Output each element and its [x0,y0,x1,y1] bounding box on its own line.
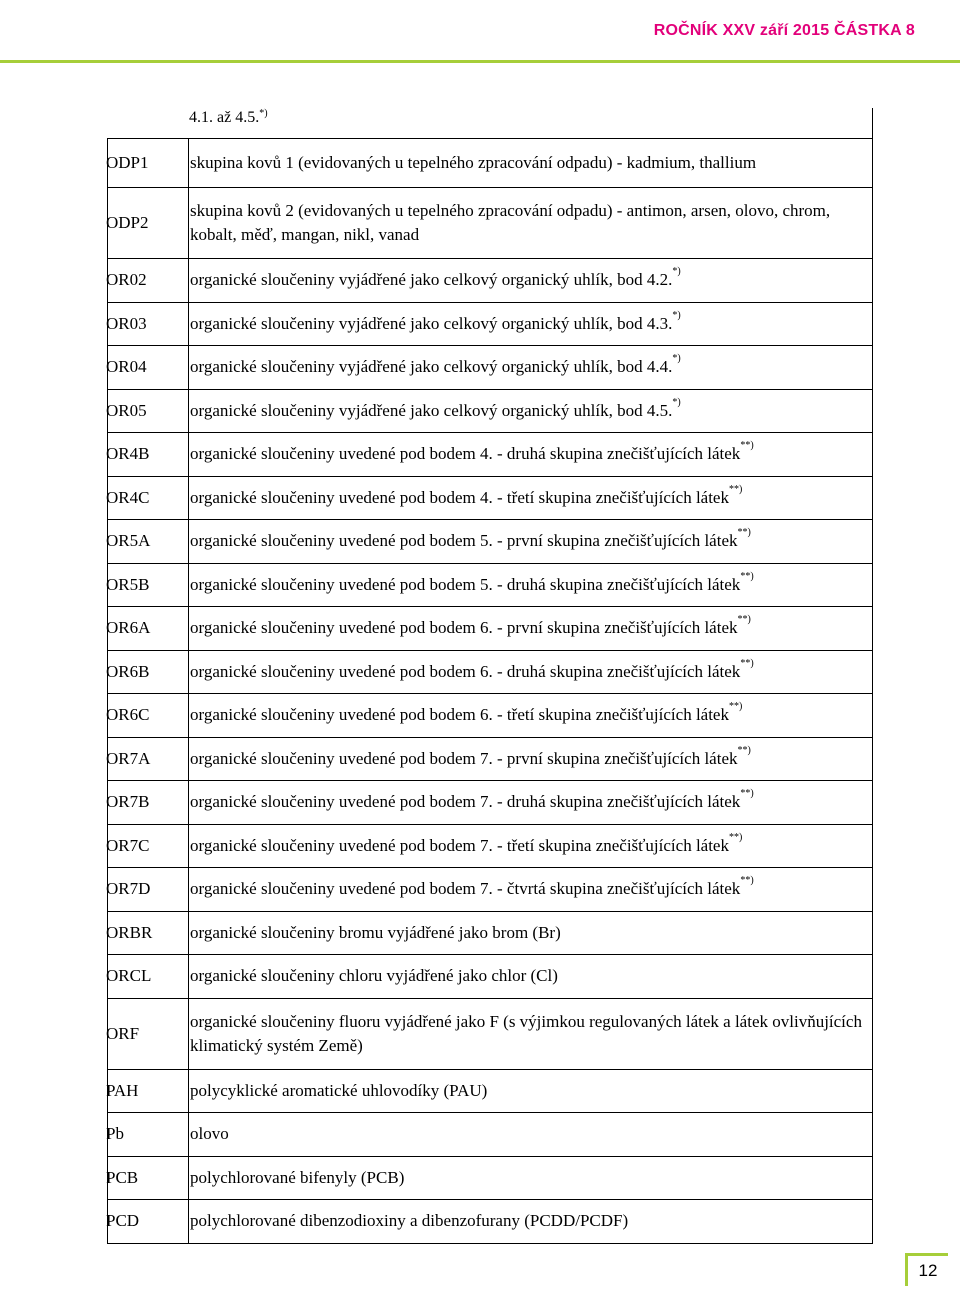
footnote-marker: **) [737,744,751,756]
code-label: OR5A [106,531,151,551]
table-row [108,520,873,564]
table-body [108,139,873,1244]
description-text: organické sloučeniny uvedené pod bodem 6. - třetí skupina znečišťujících látek [190,705,729,725]
code-cell [108,955,189,999]
description-text: organické sloučeniny uvedené pod bodem 5. - první skupina znečišťujících látek [190,531,738,551]
description-text: organické sloučeniny vyjádřené jako celkový organický uhlík, bod 4.3. [190,313,673,333]
journal-header: ROČNÍK XXV září 2015 ČÁSTKA 8 [653,22,915,39]
description-cell [189,563,873,607]
code-label: PAH [106,1080,139,1100]
footnote-marker: **) [740,440,754,452]
table-row [108,781,873,825]
description-cell [189,520,873,564]
description-text: organické sloučeniny uvedené pod bodem 4. - druhá skupina znečišťujících látek [190,444,741,464]
table-row [108,824,873,868]
code-label: OR6B [106,661,150,681]
table-border [872,108,873,138]
code-label: ORF [106,1023,140,1043]
header-rule [0,60,960,63]
code-cell [108,520,189,564]
description-text: organické sloučeniny uvedené pod bodem 4. - třetí skupina znečišťujících látek [190,487,729,507]
description-cell [189,998,873,1069]
code-label: OR6C [106,705,150,725]
pollutant-code-table [107,138,873,1244]
code-label: Pb [106,1124,124,1144]
code-label: OR7B [106,792,150,812]
code-label: OR03 [106,313,147,333]
code-cell [108,1113,189,1157]
description-cell [189,650,873,694]
code-label: OR5B [106,574,150,594]
table-row [108,139,873,188]
table-row [108,650,873,694]
footnote-marker: **) [737,527,751,539]
description-text: skupina kovů 1 (evidovaných u tepelného zpracování odpadu) - kadmium, thallium [190,153,757,172]
code-cell [108,1200,189,1244]
table-row [108,737,873,781]
code-label: OR02 [106,270,147,290]
description-text: organické sloučeniny bromu vyjádřené jako brom (Br) [190,922,561,942]
code-cell [108,998,189,1069]
description-cell [189,433,873,477]
description-cell [189,868,873,912]
description-cell [189,302,873,346]
code-cell [108,476,189,520]
description-cell [189,1069,873,1113]
footnote-marker: **) [737,614,751,626]
code-label: ODP1 [106,153,149,172]
code-cell [108,911,189,955]
code-label: OR4C [106,487,150,507]
description-text: organické sloučeniny fluoru vyjádřené jako F (s výjimkou regulovaných látek a látek ovlivňujících klimatický systém Země) [190,1011,862,1055]
table-row [108,476,873,520]
description-cell [189,1156,873,1200]
footnote-marker: **) [740,875,754,887]
footnote-marker: **) [740,657,754,669]
description-cell [189,911,873,955]
code-cell [108,607,189,651]
description-cell [189,1113,873,1157]
page-number: 12 [905,1253,948,1286]
code-label: ODP2 [106,213,149,232]
footnote-marker: *) [672,309,681,321]
code-cell [108,1069,189,1113]
description-text: organické sloučeniny uvedené pod bodem 5. - druhá skupina znečišťujících látek [190,574,741,594]
description-cell [189,694,873,738]
footnote-marker: *) [672,266,681,278]
code-cell [108,302,189,346]
description-cell [189,781,873,825]
table-row [108,302,873,346]
description-text: olovo [190,1124,229,1144]
description-cell [189,389,873,433]
description-cell [189,737,873,781]
continuation-label: 4.1. až 4.5. [189,109,260,126]
code-cell [108,433,189,477]
description-text: skupina kovů 2 (evidovaných u tepelného zpracování odpadu) - antimon, arsen, olovo, chrom, kobalt, měď, mangan, nikl, vanad [190,201,831,244]
description-text: organické sloučeniny uvedené pod bodem 7. - první skupina znečišťujících látek [190,748,738,768]
table-row [108,563,873,607]
description-text: organické sloučeniny uvedené pod bodem 6. - první skupina znečišťujících látek [190,618,738,638]
footnote-marker: **) [740,570,754,582]
code-cell [108,346,189,390]
code-cell [108,737,189,781]
code-cell [108,824,189,868]
table-row [108,433,873,477]
table-row [108,389,873,433]
code-label: OR6A [106,618,151,638]
code-label: OR7A [106,748,151,768]
code-cell [108,1156,189,1200]
table-row [108,259,873,303]
code-cell [108,389,189,433]
code-cell [108,694,189,738]
table-row [108,911,873,955]
code-cell [108,650,189,694]
table-row [108,1156,873,1200]
description-cell [189,476,873,520]
description-text: organické sloučeniny vyjádřené jako celkový organický uhlík, bod 4.4. [190,357,673,377]
code-label: ORBR [106,922,153,942]
table-row [108,1113,873,1157]
code-cell [108,563,189,607]
description-cell [189,955,873,999]
description-text: organické sloučeniny vyjádřené jako celkový organický uhlík, bod 4.5. [190,400,673,420]
description-cell [189,1200,873,1244]
footnote-marker: **) [740,788,754,800]
code-label: ORCL [106,966,152,986]
code-label: PCD [106,1211,140,1231]
table-row [108,1200,873,1244]
description-text: organické sloučeniny uvedené pod bodem 7. - druhá skupina znečišťujících látek [190,792,741,812]
footnote-marker: *) [672,353,681,365]
code-cell [108,781,189,825]
description-cell [189,139,873,188]
table-row [108,346,873,390]
code-cell [108,188,189,259]
code-label: OR05 [106,400,147,420]
table-row [108,998,873,1069]
description-cell [189,607,873,651]
code-label: OR7D [106,879,151,899]
table-row [108,188,873,259]
code-label: PCB [106,1167,139,1187]
code-label: OR4B [106,444,150,464]
description-cell [189,346,873,390]
code-label: OR7C [106,835,150,855]
description-text: organické sloučeniny uvedené pod bodem 7. - třetí skupina znečišťujících látek [190,835,729,855]
table-row [108,955,873,999]
description-text: organické sloučeniny uvedené pod bodem 6. - druhá skupina znečišťujících látek [190,661,741,681]
table-row [108,1069,873,1113]
description-text: organické sloučeniny vyjádřené jako celkový organický uhlík, bod 4.2. [190,270,673,290]
description-text: polychlorované bifenyly (PCB) [190,1167,405,1187]
table-row [108,694,873,738]
description-text: organické sloučeniny uvedené pod bodem 7. - čtvrtá skupina znečišťujících látek [190,879,741,899]
table-row [108,868,873,912]
footnote-marker: **) [728,831,743,843]
footnote-marker: **) [728,483,743,495]
description-text: organické sloučeniny chloru vyjádřené jako chlor (Cl) [190,966,558,986]
code-cell [108,139,189,188]
description-cell [189,259,873,303]
code-cell [108,259,189,303]
description-cell [189,824,873,868]
footnote-marker: *) [672,396,681,408]
code-label: OR04 [106,357,147,377]
table-row [108,607,873,651]
code-cell [108,868,189,912]
description-text: polychlorované dibenzodioxiny a dibenzofurany (PCDD/PCDF) [190,1211,629,1231]
table-continuation-text [189,108,268,127]
footnote-marker: *) [259,108,268,119]
footnote-marker: **) [728,701,743,713]
description-cell [189,188,873,259]
description-text: polycyklické aromatické uhlovodíky (PAU) [190,1080,488,1100]
